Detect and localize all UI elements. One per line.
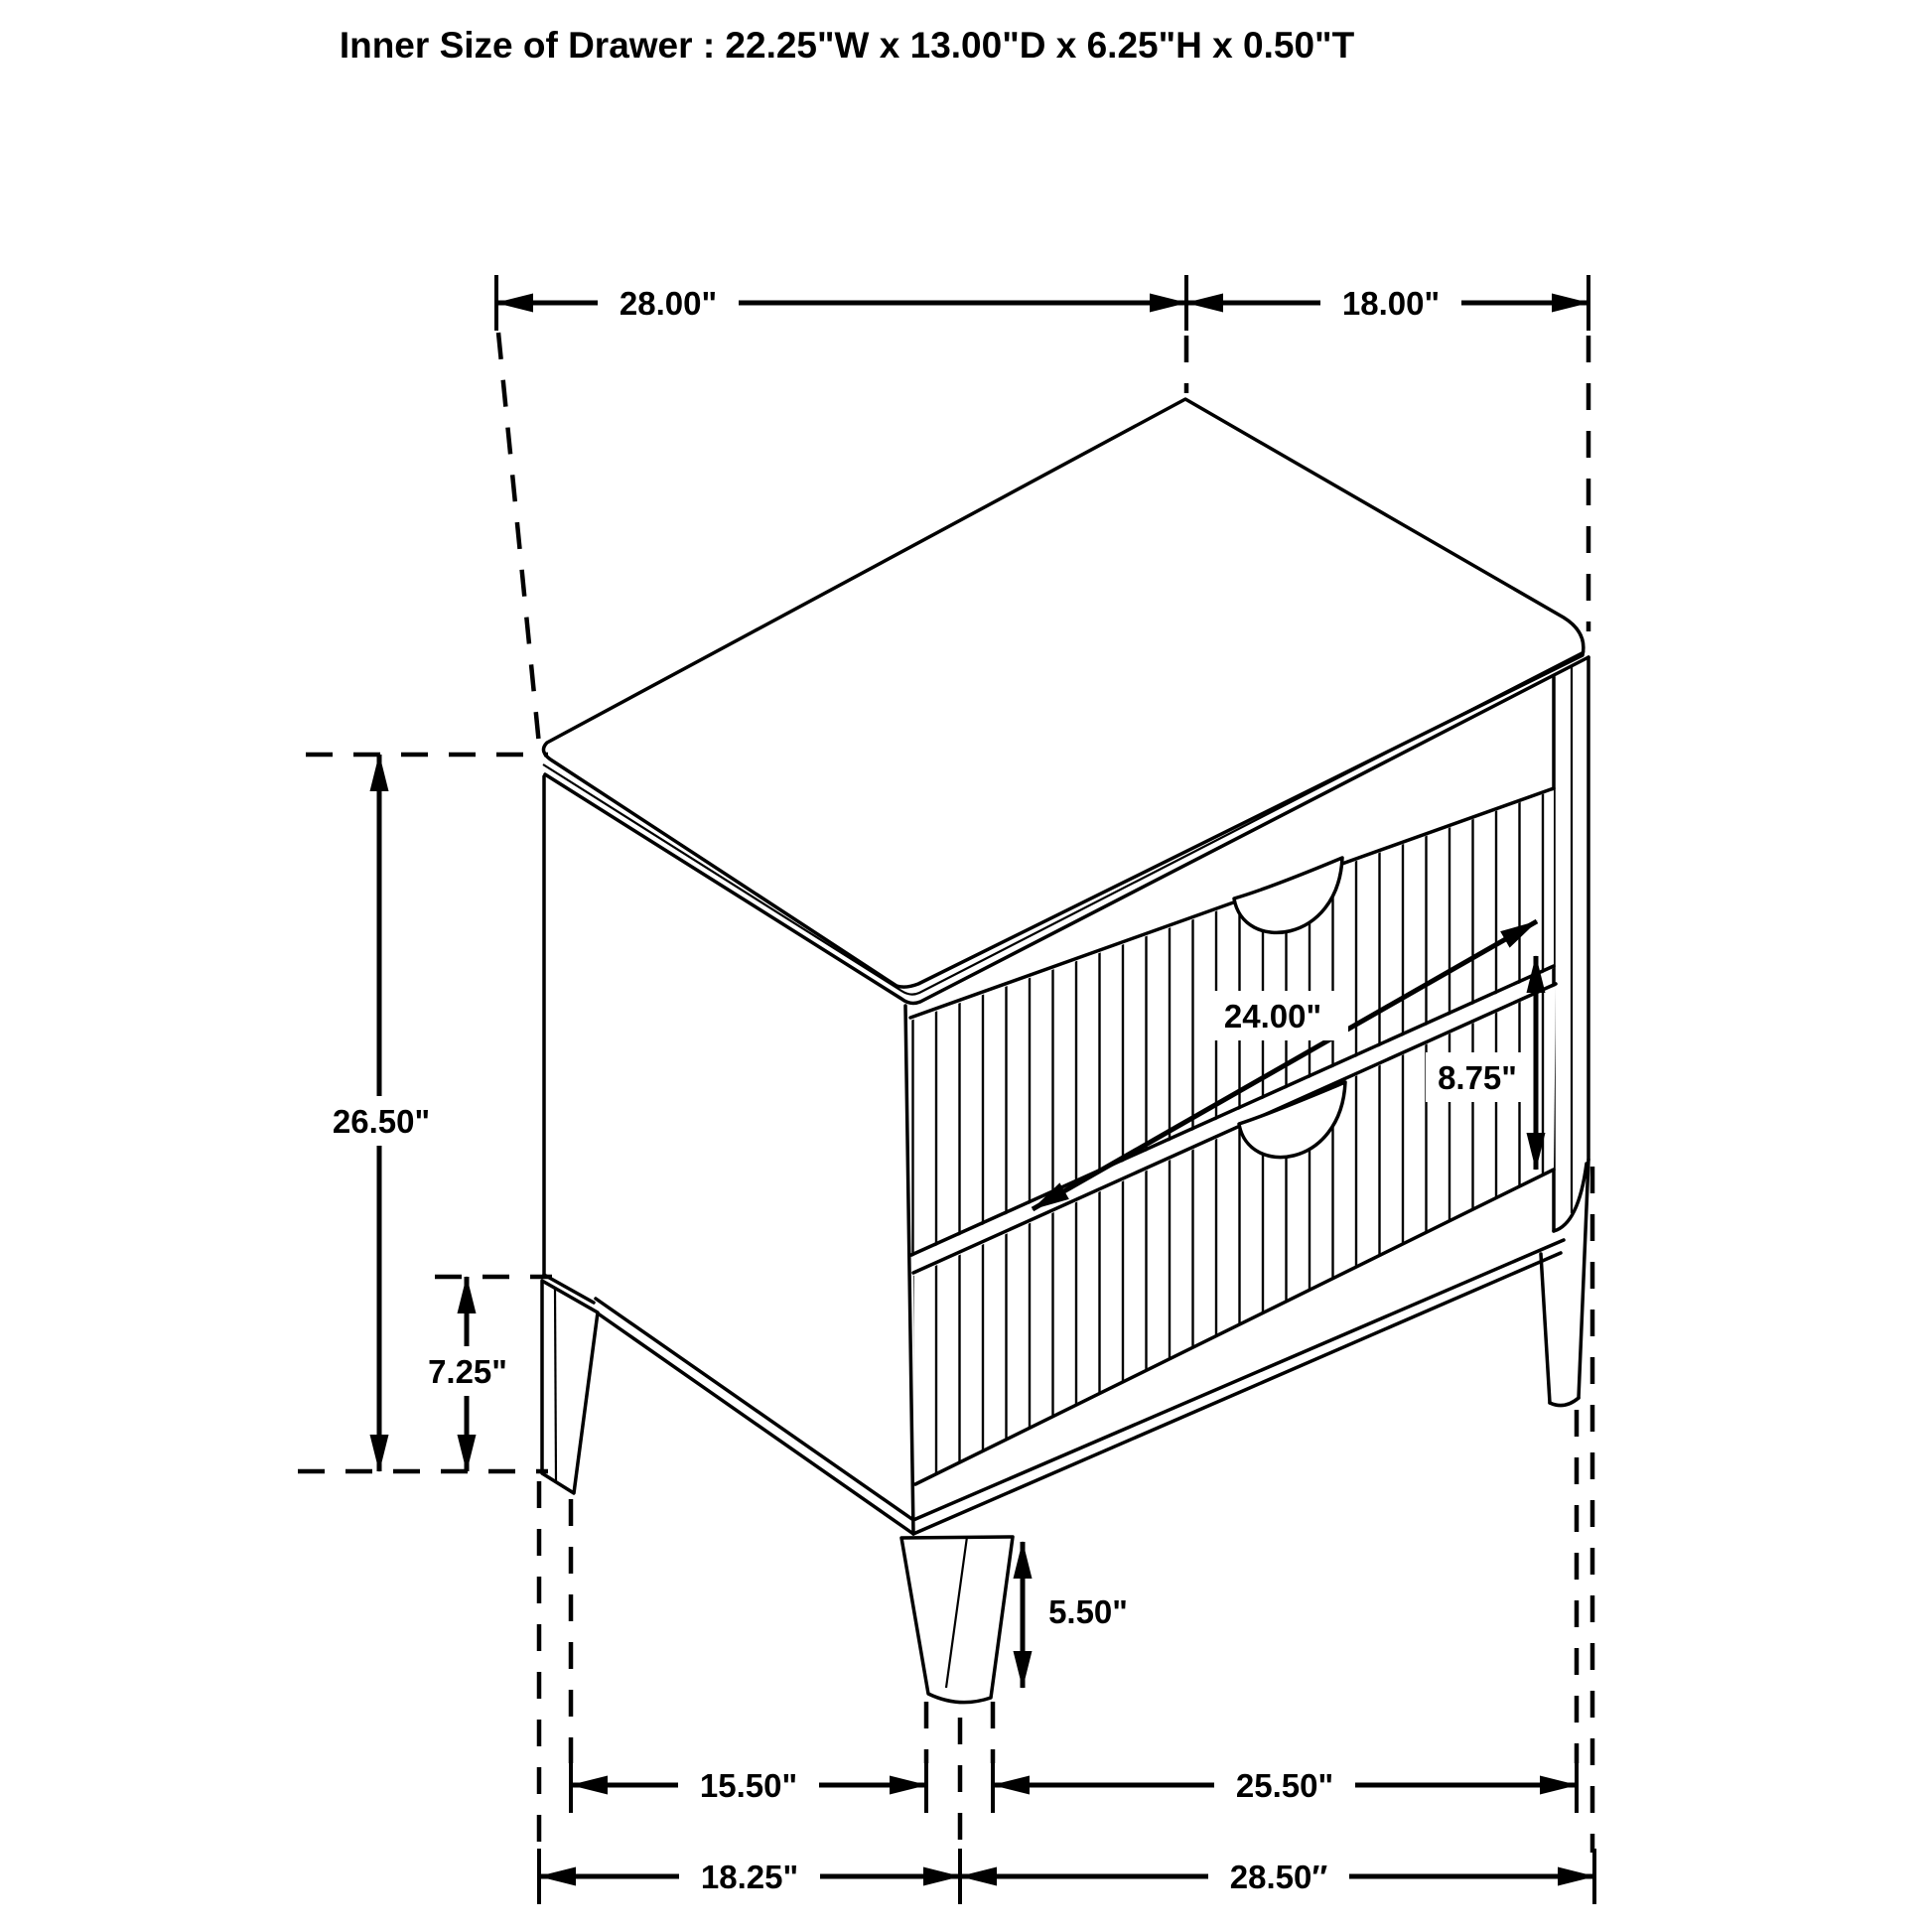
page-title: Inner Size of Drawer : 22.25"W x 13.00"D x 6.25"H x 0.50"T [339,25,1355,66]
svg-text:7.25": 7.25" [428,1353,507,1390]
dim-label-front-leg-height [1033,1587,1144,1636]
left-face-bottom-edge [591,1309,913,1534]
svg-text:15.50": 15.50" [699,1767,798,1804]
svg-text:28.00": 28.00" [619,285,718,322]
dim-label-side-leg-height [407,1346,528,1396]
dim-label-drawer-width [1197,991,1348,1040]
svg-text:28.50″: 28.50″ [1229,1859,1328,1895]
svg-text:8.75": 8.75" [1438,1059,1517,1096]
dim-label-body-height [306,1096,457,1146]
dim-label-leg-span-front [678,1761,819,1809]
svg-text:26.50": 26.50" [332,1103,431,1140]
front-leg [901,1537,1013,1703]
dim-label-base-total-side [1208,1853,1349,1900]
dim-label-top-depth [1320,279,1461,327]
left-face-apron-edge [596,1299,913,1520]
dim-label-base-total-front [679,1853,820,1900]
svg-text:18.00": 18.00" [1341,285,1441,322]
svg-text:24.00": 24.00" [1223,998,1322,1035]
svg-text:18.25": 18.25" [700,1859,799,1895]
nightstand-drawing [542,399,1588,1703]
svg-text:25.50": 25.50" [1235,1767,1334,1804]
back-left-leg-edge [555,1287,556,1482]
dim-label-leg-span-side [1214,1761,1355,1809]
right-bottom-corner-curve [1554,1164,1587,1231]
back-left-leg [542,1281,598,1493]
svg-text:5.50": 5.50" [1048,1593,1128,1630]
dim-label-drawer-height [1426,1052,1529,1102]
dim-label-top-width [598,279,739,327]
ext-top-left [498,333,539,745]
